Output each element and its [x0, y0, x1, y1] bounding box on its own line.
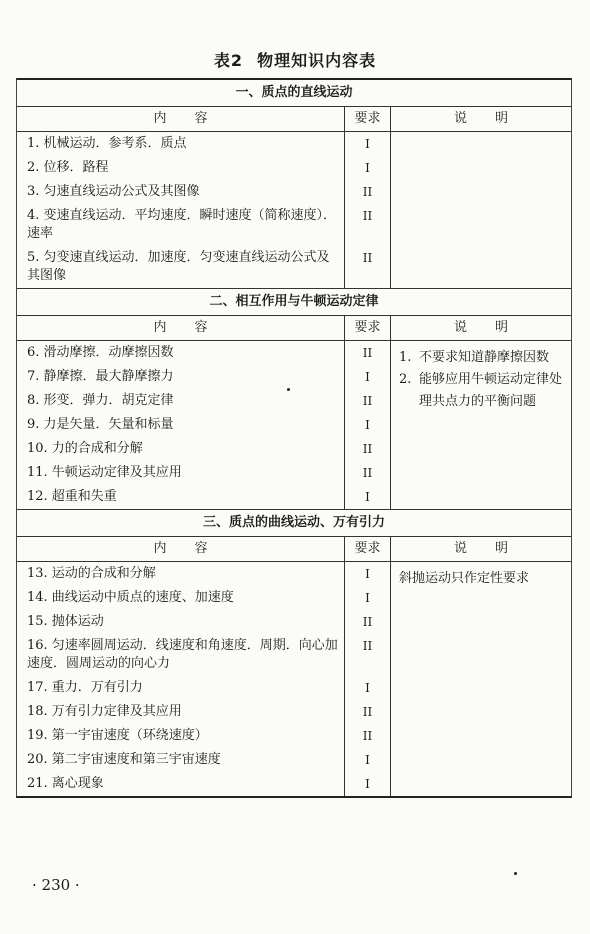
column-header-row — [17, 316, 571, 341]
section-body — [17, 132, 571, 289]
table-caption: 物理知识内容表 — [257, 51, 377, 70]
requirement-cell: I — [345, 676, 391, 700]
requirement-cell: II — [345, 246, 391, 288]
requirement-cell: II — [345, 700, 391, 724]
requirement-cell: II — [345, 389, 391, 413]
table-row — [17, 461, 391, 485]
note-item — [399, 347, 563, 369]
note-text: 不要求知道静摩擦因数 — [419, 350, 550, 365]
note-number: 2. — [399, 372, 412, 387]
content-cell: 7. 静摩擦．最大静摩擦力 — [17, 365, 345, 389]
header-content: 内容 — [17, 537, 345, 561]
table-row — [17, 413, 391, 437]
speck — [287, 388, 290, 391]
header-requirement: 要求 — [345, 537, 391, 561]
column-header-row — [17, 537, 571, 562]
note-text: 能够应用牛顿运动定律处理共点力的平衡问题 — [419, 372, 563, 409]
notes-cell — [391, 562, 571, 796]
requirement-cell: I — [345, 772, 391, 796]
requirement-cell: II — [345, 204, 391, 246]
content-cell: 14. 曲线运动中质点的速度、加速度 — [17, 586, 345, 610]
table-row — [17, 724, 391, 748]
section-heading: 三、质点的曲线运动、万有引力 — [17, 510, 571, 537]
table-row — [17, 562, 391, 586]
table-row — [17, 748, 391, 772]
table-row — [17, 204, 391, 246]
note-item — [399, 369, 563, 413]
table-row — [17, 156, 391, 180]
content-cell: 18. 万有引力定律及其应用 — [17, 700, 345, 724]
section-heading: 二、相互作用与牛顿运动定律 — [17, 289, 571, 316]
requirement-cell: II — [345, 437, 391, 461]
content-cell: 5. 匀变速直线运动．加速度．匀变速直线运动公式及其图像 — [17, 246, 345, 288]
requirement-cell: I — [345, 365, 391, 389]
section-heading: 一、质点的直线运动 — [17, 80, 571, 107]
requirement-cell: II — [345, 634, 391, 676]
content-cell: 20. 第二宇宙速度和第三宇宙速度 — [17, 748, 345, 772]
content-cell: 9. 力是矢量．矢量和标量 — [17, 413, 345, 437]
table-row — [17, 341, 391, 365]
knowledge-table — [16, 78, 572, 798]
note-number: 1. — [399, 350, 412, 365]
content-cell: 12. 超重和失重 — [17, 485, 345, 509]
table-row — [17, 180, 391, 204]
content-cell: 1. 机械运动．参考系．质点 — [17, 132, 345, 156]
content-cell: 13. 运动的合成和分解 — [17, 562, 345, 586]
content-cell: 11. 牛顿运动定律及其应用 — [17, 461, 345, 485]
header-notes: 说明 — [453, 541, 536, 556]
content-cell: 10. 力的合成和分解 — [17, 437, 345, 461]
requirement-cell: II — [345, 180, 391, 204]
table-row — [17, 772, 391, 796]
requirement-cell: I — [345, 586, 391, 610]
table-row — [17, 437, 391, 461]
note-item — [399, 568, 563, 590]
requirement-cell: I — [345, 132, 391, 156]
content-cell: 4. 变速直线运动．平均速度．瞬时速度（简称速度）．速率 — [17, 204, 345, 246]
notes-cell — [391, 341, 571, 509]
section-body — [17, 341, 571, 510]
table-row — [17, 485, 391, 509]
table-row — [17, 700, 391, 724]
requirement-cell: I — [345, 748, 391, 772]
column-header-row — [17, 107, 571, 132]
speck — [514, 872, 517, 875]
table-title — [0, 48, 590, 71]
content-cell: 17. 重力．万有引力 — [17, 676, 345, 700]
table-row — [17, 610, 391, 634]
requirement-cell: I — [345, 156, 391, 180]
table-row — [17, 365, 391, 389]
content-cell: 16. 匀速率圆周运动．线速度和角速度．周期．向心加速度．圆周运动的向心力 — [17, 634, 345, 676]
table-row — [17, 246, 391, 288]
header-notes: 说明 — [453, 320, 536, 335]
content-cell: 21. 离心现象 — [17, 772, 345, 796]
content-cell: 19. 第一宇宙速度（环绕速度） — [17, 724, 345, 748]
header-content: 内容 — [17, 107, 345, 131]
requirement-cell: II — [345, 610, 391, 634]
table-row — [17, 586, 391, 610]
table-row — [17, 676, 391, 700]
requirement-cell: II — [345, 724, 391, 748]
content-cell: 3. 匀速直线运动公式及其图像 — [17, 180, 345, 204]
content-cell: 2. 位移．路程 — [17, 156, 345, 180]
requirement-cell: I — [345, 562, 391, 586]
table-row — [17, 634, 391, 676]
requirement-cell: I — [345, 413, 391, 437]
header-content: 内容 — [17, 316, 345, 340]
requirement-cell: II — [345, 461, 391, 485]
content-cell: 15. 抛体运动 — [17, 610, 345, 634]
table-row — [17, 389, 391, 413]
header-notes: 说明 — [453, 111, 536, 126]
table-number: 表2 — [213, 51, 244, 70]
requirement-cell: I — [345, 485, 391, 509]
content-cell: 6. 滑动摩擦．动摩擦因数 — [17, 341, 345, 365]
content-cell: 8. 形变．弹力．胡克定律 — [17, 389, 345, 413]
section-body — [17, 562, 571, 796]
header-requirement: 要求 — [345, 316, 391, 340]
notes-cell — [391, 132, 571, 288]
table-row — [17, 132, 391, 156]
header-requirement: 要求 — [345, 107, 391, 131]
note-text: 斜抛运动只作定性要求 — [399, 571, 530, 586]
requirement-cell: II — [345, 341, 391, 365]
page-number: · 230 · — [32, 876, 80, 894]
